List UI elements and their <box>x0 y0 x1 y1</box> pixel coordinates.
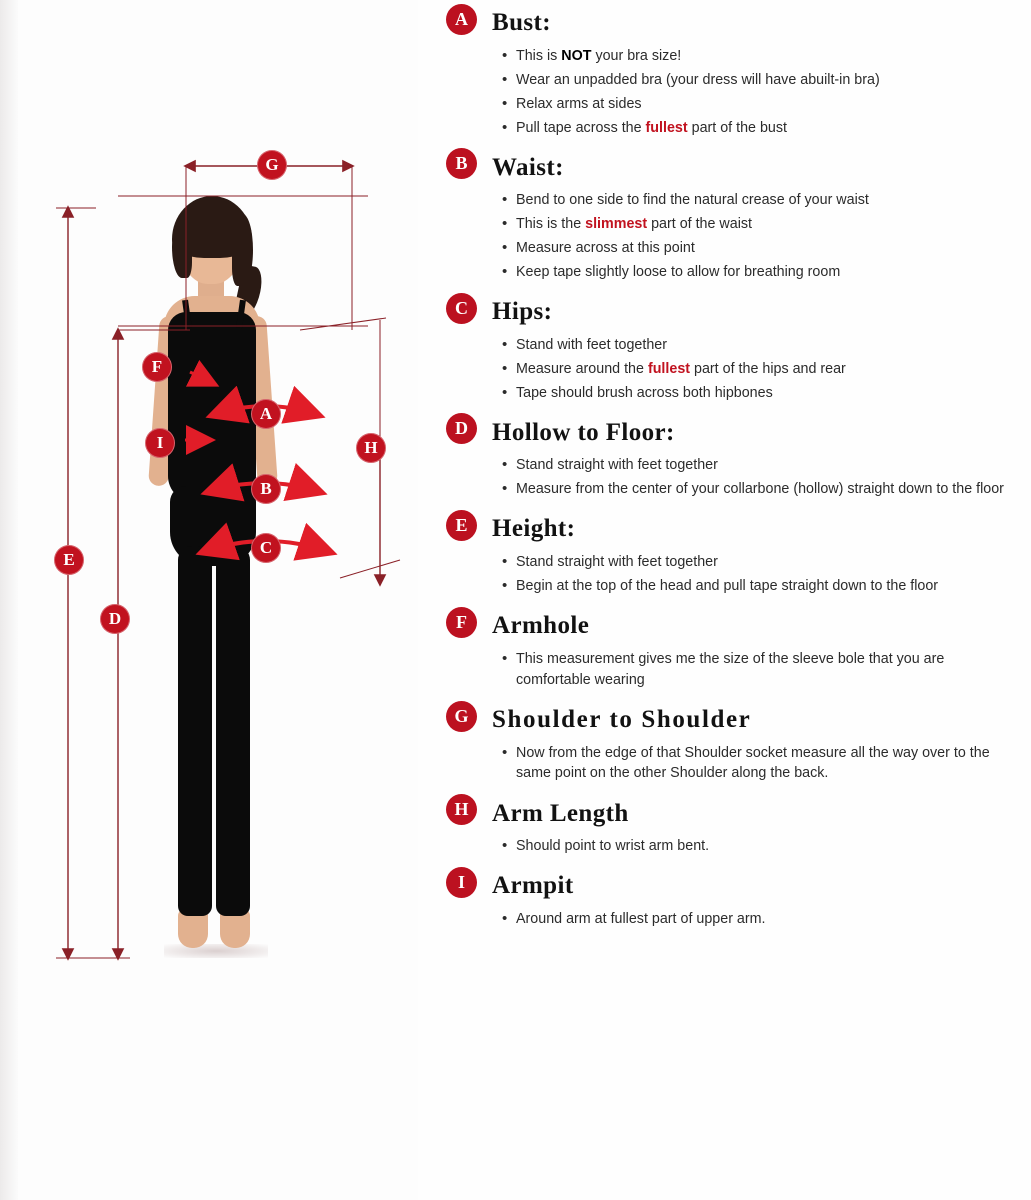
legend-entry-header <box>492 867 1007 905</box>
legend-badge-icon: H <box>446 794 477 825</box>
legend-entry-header <box>492 794 1007 832</box>
legend-badge-icon: F <box>446 607 477 638</box>
legend-entry-header <box>492 701 1007 739</box>
badge-armpit: I <box>145 428 175 458</box>
measurement-legend <box>418 0 1031 1200</box>
legend-bullet: • Stand with feet together <box>502 335 1007 356</box>
legend-badge-icon: I <box>446 867 477 898</box>
legend-entry-title: Shoulder to Shoulder <box>492 705 752 733</box>
legend-entry <box>436 413 1007 500</box>
legend-entry-header <box>492 413 1007 451</box>
legend-list <box>436 4 1007 930</box>
legend-bullet: • Measure from the center of your collarbone (hollow) straight down to the floor <box>502 479 1007 500</box>
legend-bullet: • Stand straight with feet together <box>502 552 1007 573</box>
legend-bullet-list <box>492 335 1007 404</box>
legend-badge-icon: C <box>446 293 477 324</box>
measurement-lines <box>0 0 418 1200</box>
legend-entry-header <box>492 4 1007 42</box>
legend-entry-title: Armhole <box>492 612 590 640</box>
legend-entry <box>436 867 1007 930</box>
legend-bullet: • This measurement gives me the size of the sleeve bole that you are comfortable wearing <box>502 649 1007 691</box>
badge-hips: C <box>251 533 281 563</box>
legend-bullet-emphasis: fullest <box>645 119 688 136</box>
legend-bullet: • Relax arms at sides <box>502 94 1007 115</box>
legend-badge-icon: G <box>446 701 477 732</box>
legend-entry <box>436 510 1007 597</box>
legend-bullet: • Keep tape slightly loose to allow for breathing room <box>502 262 1007 283</box>
legend-bullet-list <box>492 743 1007 785</box>
badge-arm-length: H <box>356 433 386 463</box>
legend-entry <box>436 148 1007 282</box>
legend-bullet-list <box>492 552 1007 597</box>
legend-bullet: • Around arm at fullest part of upper arm. <box>502 909 1007 930</box>
legend-bullet: • Tape should brush across both hipbones <box>502 383 1007 404</box>
legend-entry-title: Bust: <box>492 9 551 37</box>
legend-badge-icon: A <box>446 4 477 35</box>
legend-bullet-list <box>492 836 1007 857</box>
legend-entry <box>436 607 1007 691</box>
legend-entry <box>436 701 1007 785</box>
badge-bust: A <box>251 399 281 429</box>
legend-entry-title: Arm Length <box>492 799 629 827</box>
legend-entry <box>436 794 1007 857</box>
legend-entry-title: Height: <box>492 515 576 543</box>
legend-bullet-emphasis: fullest <box>647 360 691 377</box>
badge-waist: B <box>251 474 281 504</box>
legend-entry-title: Armpit <box>492 872 574 900</box>
badge-height: E <box>54 545 84 575</box>
legend-bullet: • Measure across at this point <box>502 238 1007 259</box>
legend-bullet-list <box>492 455 1007 500</box>
body-diagram <box>0 0 418 1200</box>
badge-hollow-to-floor: D <box>100 604 130 634</box>
legend-bullet: • Should point to wrist arm bent. <box>502 836 1007 857</box>
legend-bullet-emphasis: slimmest <box>585 216 648 233</box>
badge-armhole: F <box>142 352 172 382</box>
legend-entry-header <box>492 148 1007 186</box>
legend-entry-title: Hips: <box>492 298 553 326</box>
legend-badge-icon: E <box>446 510 477 541</box>
legend-entry-header <box>492 607 1007 645</box>
legend-entry-title: Waist: <box>492 153 564 181</box>
legend-badge-icon: D <box>446 413 477 444</box>
legend-bullet-list <box>492 649 1007 691</box>
legend-bullet-emphasis: NOT <box>561 48 592 64</box>
legend-bullet: • Now from the edge of that Shoulder socket measure all the way over to the same point on the other Shoulder along the back. <box>502 743 1007 785</box>
legend-entry-header <box>492 293 1007 331</box>
legend-entry <box>436 293 1007 404</box>
legend-bullet: • Wear an unpadded bra (your dress will have abuilt-in bra) <box>502 70 1007 91</box>
legend-entry-title: Hollow to Floor: <box>492 418 675 446</box>
legend-bullet: • This is NOT your bra size! <box>502 46 1007 67</box>
legend-bullet-list <box>492 46 1007 138</box>
legend-badge-icon: B <box>446 148 477 179</box>
legend-bullet: • Stand straight with feet together <box>502 455 1007 476</box>
legend-entry-header <box>492 510 1007 548</box>
legend-bullet: • This is the slimmest part of the waist <box>502 214 1007 235</box>
legend-bullet-list <box>492 190 1007 282</box>
badge-shoulder-to-shoulder: G <box>257 150 287 180</box>
legend-bullet: • Begin at the top of the head and pull tape straight down to the floor <box>502 576 1007 597</box>
legend-bullet-list <box>492 909 1007 930</box>
legend-entry <box>436 4 1007 138</box>
legend-bullet: • Bend to one side to find the natural crease of your waist <box>502 190 1007 211</box>
legend-bullet: • Pull tape across the fullest part of the bust <box>502 118 1007 139</box>
legend-bullet: • Measure around the fullest part of the hips and rear <box>502 359 1007 380</box>
